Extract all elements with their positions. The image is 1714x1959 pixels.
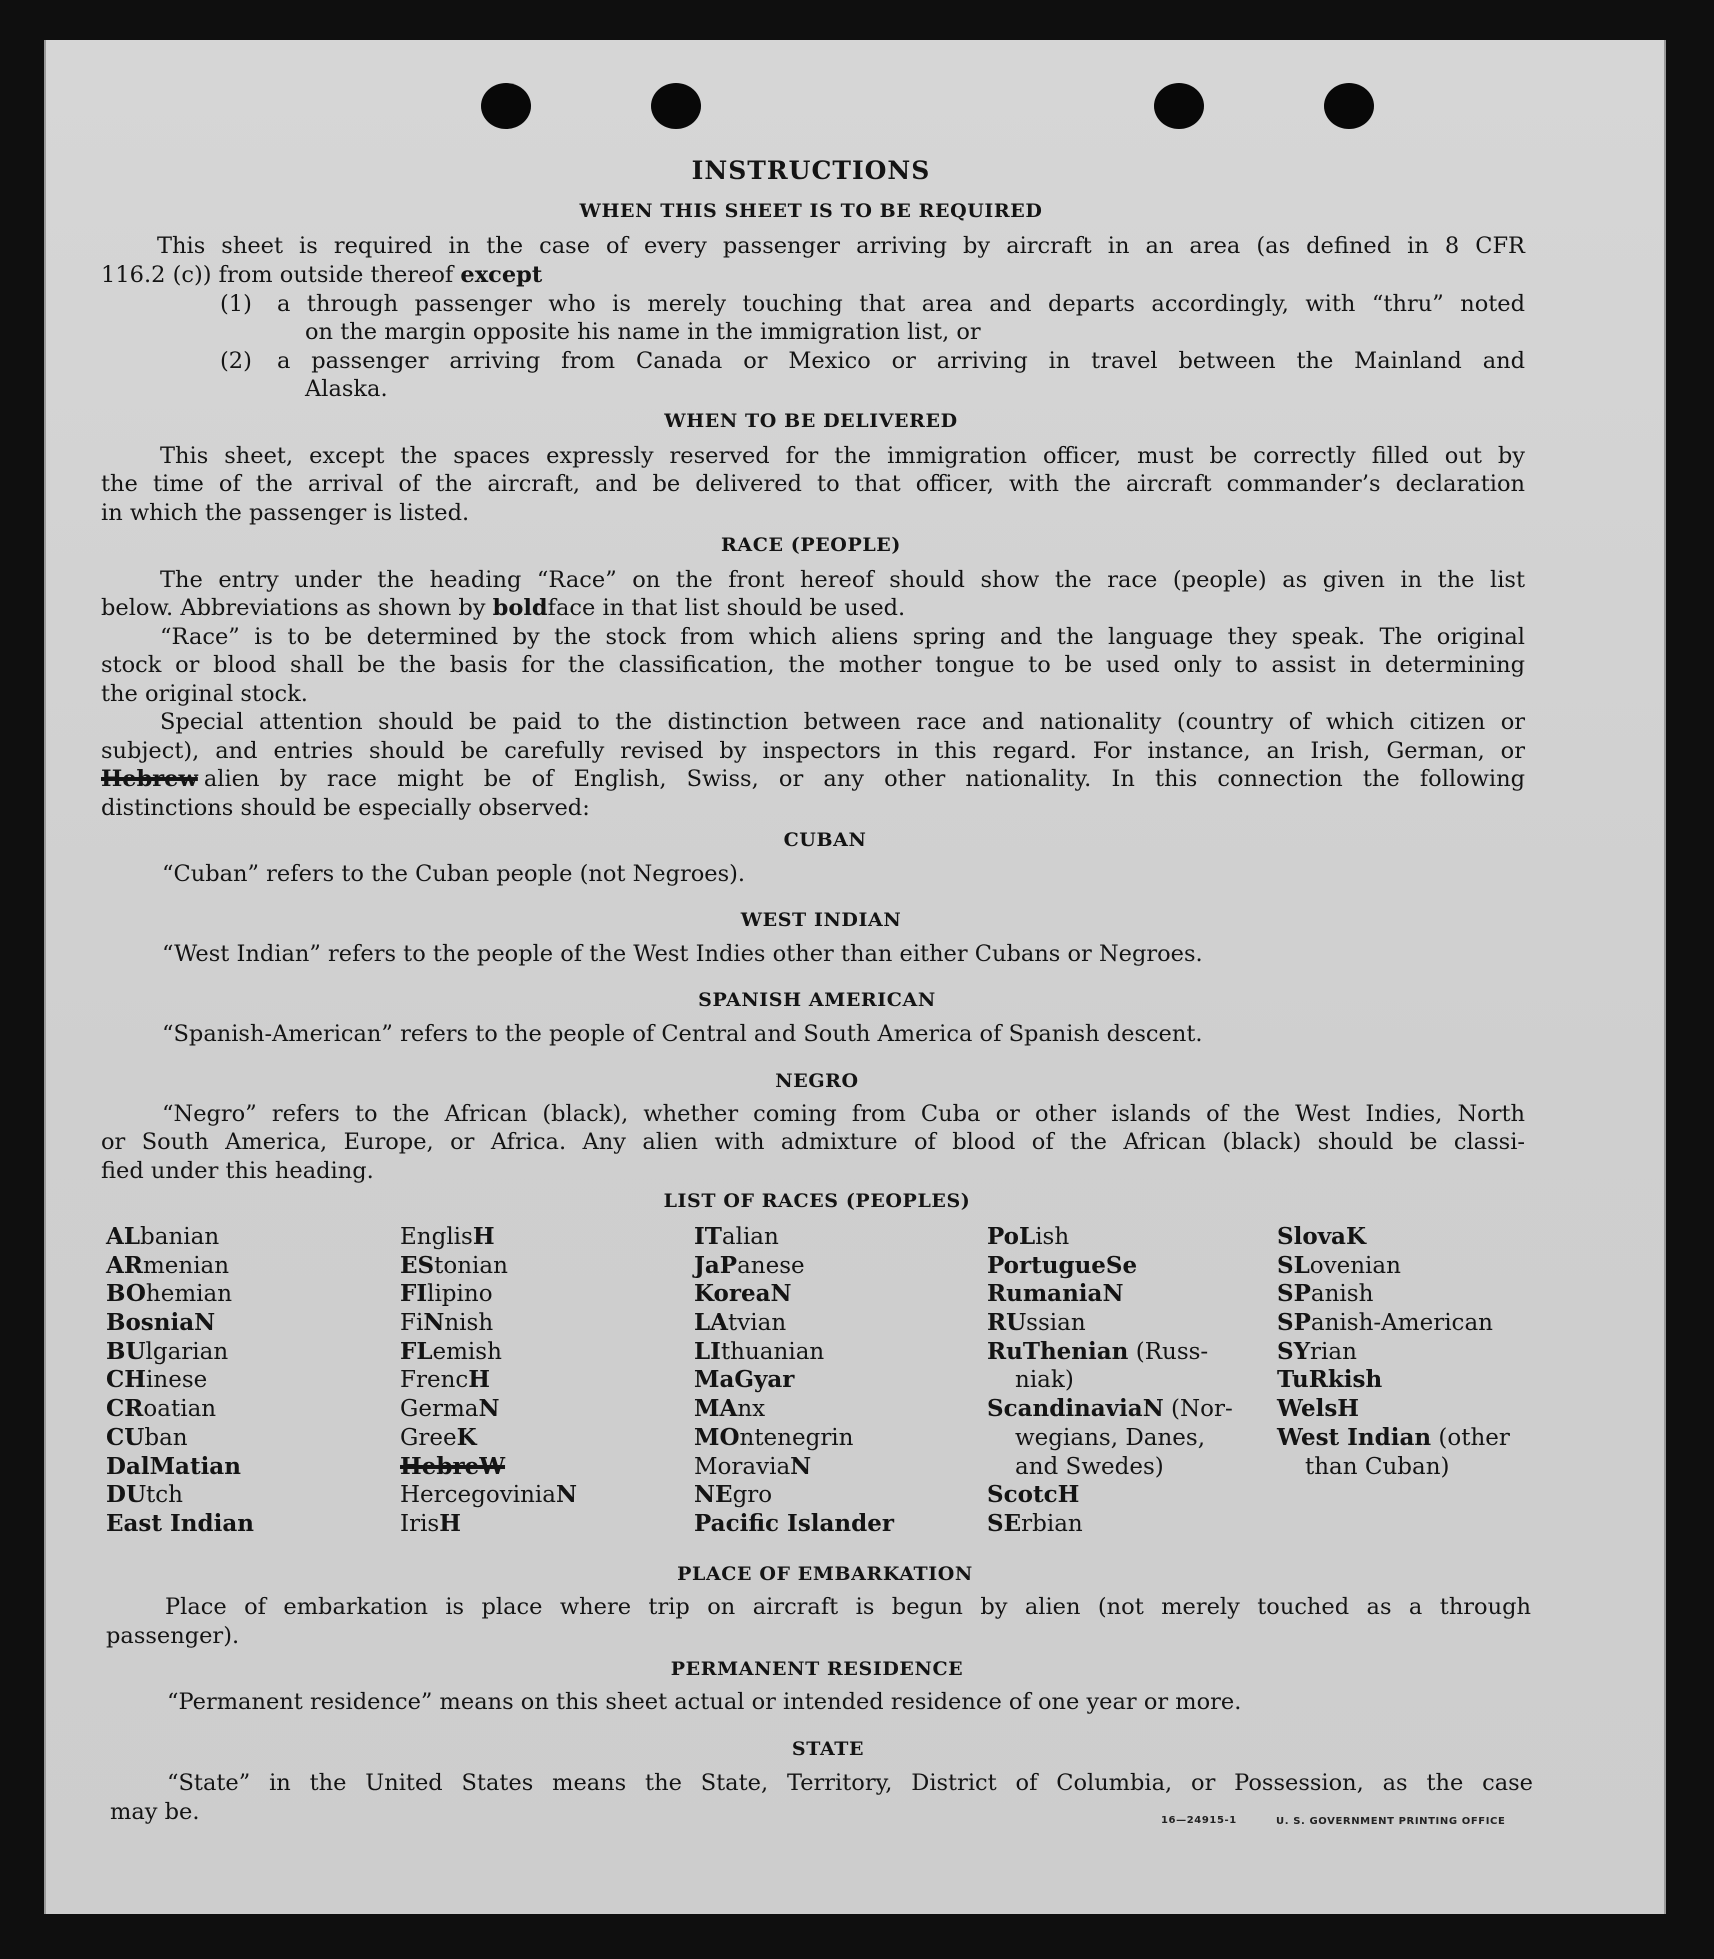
race-entry-part: Iris [400, 1510, 440, 1537]
race-entry-part: anish [1310, 1281, 1374, 1308]
race-entry-part: Pacific Islander [694, 1509, 894, 1537]
race-entry-part: ntenegrin [739, 1424, 854, 1451]
heading-permanent-residence: PERMANENT RESIDENCE [670, 1658, 964, 1680]
race-entry-part: MA [694, 1395, 738, 1423]
race-entry [400, 1453, 577, 1482]
race-column-2 [400, 1223, 577, 1539]
race-entry-part: IT [694, 1223, 722, 1250]
race-entry [1277, 1453, 1510, 1482]
race-column-1 [106, 1223, 254, 1539]
race-entry-part: PortugueSe [987, 1251, 1138, 1279]
race-p2-line-3: the original stock. [101, 681, 308, 707]
race-entry-part: PoL [987, 1223, 1036, 1250]
heading-embarkation: PLACE OF EMBARKATION [677, 1563, 973, 1585]
race-entry-part: and Swedes) [1015, 1453, 1164, 1480]
race-entry [106, 1510, 254, 1539]
race-entry-part: Moravia [694, 1453, 791, 1480]
race-entry-part: niak) [1015, 1367, 1074, 1394]
race-entry [694, 1223, 894, 1252]
required-except: except [460, 262, 543, 288]
printer-credit: U. S. GOVERNMENT PRINTING OFFICE [1276, 1816, 1506, 1827]
race-p1-line-2 [101, 594, 905, 623]
item-1-line-2: on the margin opposite his name in the immigration list, or [305, 319, 981, 345]
race-p1-line-1: The entry under the heading “Race” on the front hereof should show the race (people) as given in the list [160, 567, 1525, 593]
race-entry-part: thuanian [720, 1338, 825, 1365]
race-entry [694, 1424, 894, 1453]
item-1-line-1: a through passenger who is merely touching that area and departs accordingly, with “thru” noted [277, 291, 1525, 317]
race-entry-part: lgarian [145, 1338, 229, 1365]
race-entry-part: (Nor- [1163, 1396, 1233, 1423]
race-entry-part: CR [106, 1395, 144, 1423]
embarkation-line-1: Place of embarkation is place where trip on aircraft is begun by alien (not merely touched as a through [165, 1594, 1531, 1620]
race-entry [106, 1366, 254, 1395]
race-entry [1277, 1366, 1510, 1395]
race-entry-part: N [194, 1309, 216, 1337]
form-number: 16—24915-1 [1161, 1815, 1237, 1826]
race-entry [106, 1309, 254, 1338]
race-entry-part: LI [694, 1337, 721, 1365]
race-entry [694, 1366, 894, 1395]
race-entry-part: tch [146, 1482, 183, 1509]
struck-word: Hebrew [101, 766, 198, 792]
race-p3-line-4: distinctions should be especially observed: [101, 795, 590, 821]
race-p2-line-2: stock or blood shall be the basis for the classification, the mother tongue to be used only to assist in determining [101, 652, 1525, 678]
race-entry-part: Gree [400, 1424, 457, 1451]
race-entry-part: KoreaN [694, 1280, 792, 1308]
race-entry [987, 1453, 1233, 1482]
spanish-american-text: “Spanish-American” refers to the people of Central and South America of Spanish descent. [162, 1021, 1203, 1047]
race-entry [400, 1338, 577, 1367]
race-entry-part: H [439, 1509, 461, 1537]
race-entry [106, 1252, 254, 1281]
heading-when-required: WHEN THIS SHEET IS TO BE REQUIRED [579, 200, 1043, 222]
race-entry [694, 1338, 894, 1367]
race-entry-part: hemian [145, 1281, 233, 1308]
race-entry-part: SlovaK [1277, 1223, 1366, 1250]
race-entry [987, 1395, 1233, 1424]
race-entry-part: DU [106, 1481, 147, 1509]
race-entry-part: CU [106, 1423, 145, 1451]
race-entry-part: wegians, Danes, [1015, 1424, 1206, 1451]
race-entry [694, 1309, 894, 1338]
race-entry-part: ssian [1026, 1310, 1086, 1337]
west-indian-text: “West Indian” refers to the people of the West Indies other than either Cubans or Negroes. [162, 941, 1203, 967]
race-entry [400, 1366, 577, 1395]
race-p3-line-1: Special attention should be paid to the distinction between race and nationality (country of which citizen or [160, 709, 1525, 735]
race-entry-part: rian [1310, 1338, 1357, 1365]
race-entry [987, 1280, 1233, 1309]
page-title: INSTRUCTIONS [691, 156, 931, 185]
negro-line-2: or South America, Europe, or Africa. Any alien with admixture of blood of the African (black) should be classi- [101, 1129, 1525, 1155]
race-entry-part: H [472, 1223, 495, 1250]
race-entry [1277, 1223, 1510, 1252]
heading-west-indian: WEST INDIAN [740, 909, 902, 931]
race-entry-part: TuRkish [1277, 1366, 1383, 1394]
race-entry-part: JaP [694, 1251, 738, 1279]
race-p3-line-3 [101, 765, 1525, 794]
race-entry [694, 1280, 894, 1309]
race-entry-part: HebreW [400, 1452, 506, 1480]
delivered-line-1: This sheet, except the spaces expressly reserved for the immigration officer, must be correctly filled out by [160, 443, 1525, 469]
race-entry-part: SP [1277, 1280, 1311, 1308]
race-entry-part: nx [737, 1396, 766, 1423]
race-entry-part: menian [142, 1252, 230, 1279]
race-entry-part: FI [400, 1280, 428, 1308]
race-entry-part: (Russ- [1128, 1338, 1209, 1365]
race-entry [400, 1481, 577, 1510]
required-line-2-text: 116.2 (c)) from outside thereof [101, 262, 461, 288]
race-entry-part: N [555, 1481, 577, 1509]
race-entry-part: ScotcH [987, 1481, 1080, 1509]
race-column-3 [694, 1223, 894, 1539]
race-entry-part: SP [1277, 1309, 1311, 1337]
race-column-5 [1277, 1223, 1510, 1481]
punch-hole [651, 83, 701, 129]
race-entry [987, 1366, 1233, 1395]
race-entry-part: Frenc [400, 1367, 469, 1394]
race-p3-line-3-text: alien by race might be of English, Swiss, or any other nationality. In this connection the following [203, 766, 1525, 792]
race-entry-part: K [456, 1423, 477, 1451]
race-entry [987, 1510, 1233, 1539]
heading-spanish-american: SPANISH AMERICAN [698, 989, 936, 1011]
race-entry-part: banian [140, 1224, 220, 1250]
race-entry [694, 1510, 894, 1539]
race-entry [400, 1252, 577, 1281]
race-p3-line-2: subject), and entries should be carefully revised by inspectors in this regard. For instance, an Irish, German, or [101, 738, 1525, 764]
race-p2-line-1: “Race” is to be determined by the stock from which aliens spring and the language they speak. The original [160, 624, 1525, 650]
race-entry-part: H [468, 1366, 490, 1394]
race-entry [694, 1395, 894, 1424]
race-entry [694, 1453, 894, 1482]
race-entry-part: Fi [400, 1310, 424, 1337]
race-entry [694, 1252, 894, 1281]
race-entry [1277, 1424, 1510, 1453]
race-entry-part: RumaniaN [987, 1280, 1124, 1308]
race-entry [1277, 1338, 1510, 1367]
heading-race: RACE (PEOPLE) [721, 534, 901, 556]
race-entry-part: RuThenian [987, 1337, 1129, 1365]
race-entry-part: N [423, 1309, 445, 1337]
required-line-2 [101, 261, 542, 290]
required-line-1: This sheet is required in the case of every passenger arriving by aircraft in an area (as defined in 8 CFR [157, 233, 1525, 259]
race-entry [987, 1338, 1233, 1367]
race-entry-part: ban [144, 1424, 188, 1451]
race-entry-part: Hercegovinia [400, 1482, 556, 1509]
race-entry [106, 1424, 254, 1453]
race-entry-part: MO [694, 1423, 740, 1451]
race-entry-part: (other [1431, 1424, 1510, 1451]
race-entry [400, 1424, 577, 1453]
race-entry-part: rbian [1021, 1510, 1083, 1537]
race-entry-part: tvian [728, 1310, 787, 1337]
race-entry [106, 1453, 254, 1482]
race-entry-part: AL [106, 1223, 141, 1250]
race-entry-part: Bosnia [106, 1309, 195, 1337]
race-entry-part: West Indian [1277, 1423, 1432, 1451]
race-entry-part: anish-American [1310, 1310, 1493, 1337]
race-entry-part: ES [400, 1251, 435, 1279]
race-entry-part: tonian [434, 1252, 508, 1279]
race-entry-part: nish [444, 1310, 494, 1337]
race-entry [1277, 1280, 1510, 1309]
race-entry [987, 1481, 1233, 1510]
item-2-line-1: a passenger arriving from Canada or Mexico or arriving in travel between the Mainland and [277, 348, 1525, 374]
race-entry [400, 1395, 577, 1424]
race-p1-text: below. Abbreviations as shown by [101, 595, 493, 621]
state-line-1: “State” in the United States means the State, Territory, District of Columbia, or Possession, as the case [167, 1770, 1533, 1796]
race-entry-part: N [478, 1395, 500, 1423]
race-p1-bold: bold [492, 595, 548, 621]
race-entry-part: RU [987, 1309, 1027, 1337]
item-1-number: (1) [220, 291, 252, 317]
heading-negro: NEGRO [775, 1070, 859, 1092]
race-entry-part: SY [1277, 1337, 1311, 1365]
race-entry-part: AR [106, 1251, 143, 1279]
race-entry [106, 1223, 254, 1252]
race-entry [106, 1481, 254, 1510]
race-entry-part: lipino [427, 1281, 493, 1308]
race-entry [987, 1223, 1233, 1252]
embarkation-line-2: passenger). [106, 1623, 240, 1649]
race-entry [1277, 1395, 1510, 1424]
race-entry [987, 1424, 1233, 1453]
race-entry-part: MaGyar [694, 1366, 795, 1394]
state-line-2: may be. [110, 1799, 200, 1825]
punch-hole [481, 83, 531, 129]
race-entry [694, 1481, 894, 1510]
race-entry [106, 1395, 254, 1424]
race-entry-part: NE [694, 1481, 733, 1509]
race-entry-part: DalMatian [106, 1452, 241, 1480]
race-column-4 [987, 1223, 1233, 1539]
race-entry-part: BU [106, 1337, 146, 1365]
race-entry-part: gro [732, 1482, 773, 1509]
race-entry [987, 1252, 1233, 1281]
race-entry-part: oatian [143, 1396, 217, 1423]
race-entry-part: ScandinaviaN [987, 1395, 1164, 1423]
race-entry-part: SL [1277, 1251, 1310, 1279]
race-entry-part: ish [1035, 1224, 1070, 1250]
race-entry-part: emish [432, 1338, 502, 1365]
heading-state: STATE [791, 1738, 865, 1760]
race-entry [400, 1223, 577, 1252]
item-2-number: (2) [220, 348, 252, 374]
delivered-line-2: the time of the arrival of the aircraft, and be delivered to that officer, with the aircraft commander’s declaration [101, 471, 1525, 497]
race-entry [987, 1309, 1233, 1338]
race-entry-part: WelsH [1277, 1395, 1360, 1423]
race-entry-part: inese [146, 1367, 208, 1394]
negro-line-1: “Negro” refers to the African (black), whether coming from Cuba or other islands of the West Indies, North [162, 1101, 1525, 1127]
heading-cuban: CUBAN [783, 829, 867, 851]
heading-when-delivered: WHEN TO BE DELIVERED [664, 410, 958, 432]
punch-hole [1154, 83, 1204, 129]
race-entry [400, 1280, 577, 1309]
race-entry-part: ovenian [1309, 1252, 1401, 1279]
race-entry-part: alian [721, 1224, 779, 1250]
negro-line-3: fied under this heading. [101, 1158, 374, 1184]
race-entry-part: East Indian [106, 1509, 254, 1537]
race-entry-part: Englis [400, 1224, 473, 1250]
punch-hole [1324, 83, 1374, 129]
permanent-text: “Permanent residence” means on this sheet actual or intended residence of one year or more. [167, 1689, 1242, 1715]
race-entry-part: SE [987, 1509, 1022, 1537]
race-entry-part: BO [106, 1280, 146, 1308]
race-entry [400, 1309, 577, 1338]
delivered-line-3: in which the passenger is listed. [101, 500, 470, 526]
race-entry [106, 1280, 254, 1309]
race-entry-part: LA [694, 1309, 729, 1337]
race-entry [106, 1338, 254, 1367]
cuban-text: “Cuban” refers to the Cuban people (not Negroes). [162, 861, 746, 887]
race-entry [400, 1510, 577, 1539]
race-entry [1277, 1252, 1510, 1281]
item-2-line-2: Alaska. [305, 376, 388, 402]
race-entry-part: FL [400, 1337, 433, 1365]
race-p1-text-end: face in that list should be used. [547, 595, 906, 621]
heading-list-of-races: LIST OF RACES (PEOPLES) [663, 1190, 971, 1212]
race-entry-part: Germa [400, 1396, 479, 1423]
race-entry-part: anese [737, 1252, 805, 1279]
race-entry-part: N [790, 1452, 812, 1480]
race-entry-part: CH [106, 1366, 147, 1394]
race-entry-part: than Cuban) [1305, 1453, 1450, 1480]
race-entry [1277, 1309, 1510, 1338]
